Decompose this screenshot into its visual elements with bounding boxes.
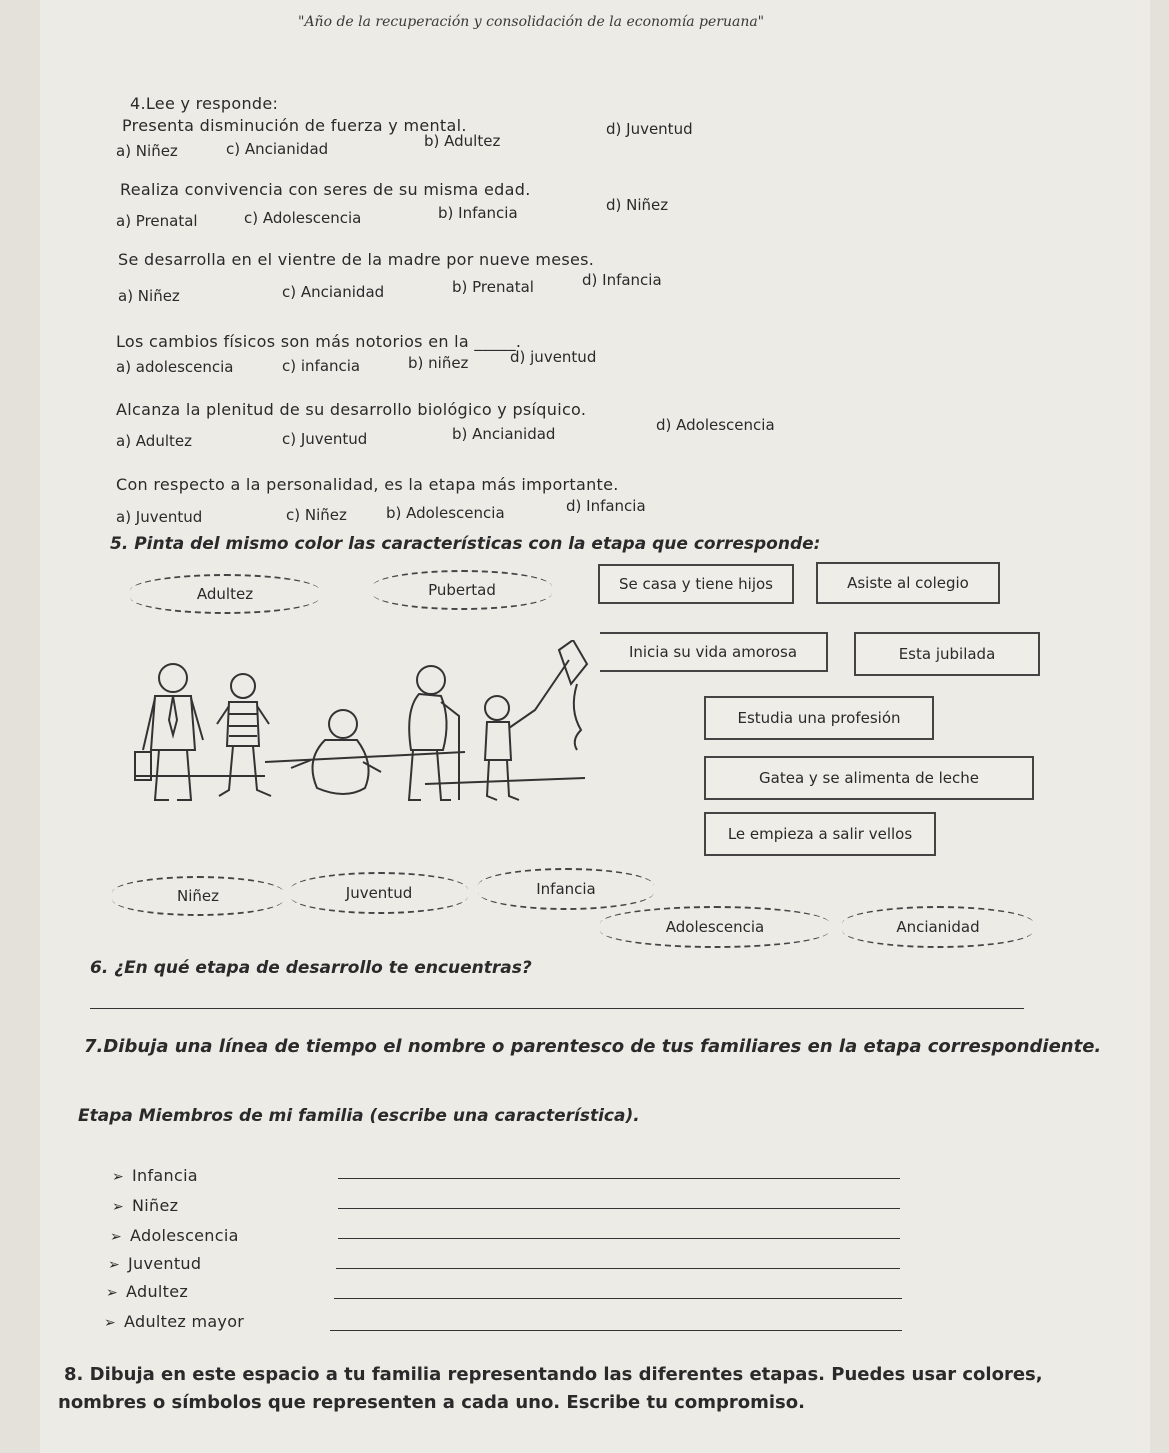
stage-oval-ancianidad[interactable] (842, 906, 1034, 948)
stage-answer-line[interactable] (336, 1268, 900, 1269)
q8-line2: nombres o símbolos que representen a cada uno. Escribe tu compromiso. (58, 1392, 805, 1413)
stage-oval-label: Ancianidad (896, 918, 980, 936)
elderly-man-figure (409, 666, 459, 800)
trait-label: Esta jubilada (898, 645, 996, 663)
stage-answer-line[interactable] (338, 1178, 900, 1179)
stage-item-ninez (112, 1196, 178, 1215)
q6-answer-line[interactable] (90, 1008, 1024, 1009)
trait-label: Le empieza a salir vellos (727, 825, 913, 843)
trait-box-vellos[interactable] (704, 812, 936, 856)
stage-answer-line[interactable] (330, 1330, 902, 1331)
q4-option-a: a) Niñez (116, 142, 178, 160)
q4-option-b: b) Prenatal (452, 278, 534, 296)
stage-label: Juventud (128, 1254, 202, 1273)
life-stages-illustration (125, 640, 605, 815)
baby-figure (265, 710, 465, 794)
stage-oval-label: Pubertad (428, 581, 496, 599)
q4-option-c: c) Ancianidad (282, 283, 385, 301)
q4-option-b: b) Adolescencia (386, 504, 505, 522)
arrow-right-icon: ➢ (110, 1229, 123, 1245)
q4-option-a: a) Niñez (118, 287, 180, 305)
stage-label: Niñez (132, 1196, 179, 1215)
q4-option-a: a) Adultez (116, 432, 192, 450)
q4-item-stem: Alcanza la plenitud de su desarrollo biológico y psíquico. (116, 400, 587, 419)
q4-item-stem: Presenta disminución de fuerza y mental. (122, 116, 467, 135)
stage-answer-line[interactable] (338, 1208, 900, 1209)
q4-item-stem: Realiza convivencia con seres de su misma edad. (120, 180, 531, 199)
q4-item-stem: Se desarrolla en el vientre de la madre por nueve meses. (118, 250, 595, 269)
trait-label: Gatea y se alimenta de leche (759, 769, 979, 787)
q4-option-b: b) niñez (408, 354, 469, 372)
stage-label: Adultez mayor (124, 1312, 245, 1331)
q6-title: 6. ¿En qué etapa de desarrollo te encuentras? (90, 958, 532, 978)
stage-item-adultez-mayor (104, 1312, 244, 1331)
trait-label: Se casa y tiene hijos (619, 575, 773, 593)
q4-option-a: a) adolescencia (116, 358, 234, 376)
trait-label: Inicia su vida amorosa (628, 643, 798, 661)
q4-title: 4.Lee y responde: (130, 94, 279, 113)
arrow-right-icon: ➢ (112, 1199, 125, 1215)
q4-option-d: d) Infancia (582, 271, 662, 289)
stage-oval-label: Adolescencia (665, 918, 765, 936)
trait-label: Asiste al colegio (847, 574, 969, 592)
stage-item-adolescencia (110, 1226, 239, 1245)
stage-label: Infancia (132, 1166, 198, 1185)
q7-title: 7.Dibuja una línea de tiempo el nombre o parentesco de tus familiares en la etapa correspondiente. (84, 1036, 1102, 1057)
stage-oval-adolescencia[interactable] (600, 906, 830, 948)
arrow-right-icon: ➢ (106, 1285, 119, 1301)
stage-oval-label: Juventud (345, 884, 413, 902)
q4-option-a: a) Prenatal (116, 212, 198, 230)
adult-man-figure (135, 664, 203, 800)
trait-box-estudia-profesion[interactable] (704, 696, 934, 740)
q4-option-a: a) Juventud (116, 508, 203, 526)
header-motto: "Año de la recuperación y consolidación de la economía peruana" (298, 14, 765, 30)
stage-item-juventud (108, 1254, 201, 1273)
stage-item-infancia (112, 1166, 198, 1185)
stage-label: Adultez (126, 1282, 189, 1301)
stage-oval-adultez[interactable] (130, 574, 320, 614)
stage-label: Adolescencia (130, 1226, 239, 1245)
q4-option-d: d) Adolescencia (656, 416, 775, 434)
trait-box-asiste-colegio[interactable] (816, 562, 1000, 604)
arrow-right-icon: ➢ (112, 1169, 125, 1185)
arrow-right-icon: ➢ (104, 1315, 117, 1331)
child-figure (217, 674, 271, 796)
q4-option-c: c) Niñez (286, 506, 347, 524)
q5-title: 5. Pinta del mismo color las características con la etapa que corresponde: (110, 534, 821, 554)
q8-line1: 8. Dibuja en este espacio a tu familia representando las diferentes etapas. Puedes usar colores, (64, 1364, 1043, 1385)
trait-label: Estudia una profesión (737, 709, 901, 727)
q4-item-stem: Con respecto a la personalidad, es la etapa más importante. (116, 475, 619, 494)
q4-option-d: d) Infancia (566, 497, 646, 515)
stage-answer-line[interactable] (334, 1298, 902, 1299)
boy-with-kite-figure (485, 640, 587, 800)
q4-option-d: d) Juventud (606, 120, 693, 138)
stage-oval-label: Adultez (196, 585, 254, 603)
q4-option-d: d) juventud (510, 348, 597, 366)
q4-option-b: b) Adultez (424, 132, 501, 150)
arrow-right-icon: ➢ (108, 1257, 121, 1273)
q4-option-c: c) infancia (282, 357, 361, 375)
stage-oval-infancia[interactable] (478, 868, 654, 910)
trait-box-vida-amorosa[interactable] (600, 632, 828, 672)
q4-option-c: c) Adolescencia (244, 209, 362, 227)
stage-item-adultez (106, 1282, 188, 1301)
trait-box-casa-hijos[interactable] (598, 564, 794, 604)
stage-oval-juventud[interactable] (290, 872, 468, 914)
q4-option-c: c) Ancianidad (226, 140, 329, 158)
q4-option-b: b) Infancia (438, 204, 518, 222)
q4-option-d: d) Niñez (606, 196, 669, 214)
q4-item-stem: Los cambios físicos son más notorios en la _____. (116, 332, 522, 351)
trait-box-gatea-leche[interactable] (704, 756, 1034, 800)
stage-oval-ninez[interactable] (112, 876, 284, 916)
stage-answer-line[interactable] (338, 1238, 900, 1239)
q4-option-c: c) Juventud (282, 430, 368, 448)
q7-subtitle: Etapa Miembros de mi familia (escribe una característica). (78, 1106, 640, 1126)
stage-oval-label: Infancia (536, 880, 596, 898)
q4-option-b: b) Ancianidad (452, 425, 556, 443)
trait-box-jubilada[interactable] (854, 632, 1040, 676)
stage-oval-pubertad[interactable] (372, 570, 552, 610)
stage-oval-label: Niñez (177, 887, 219, 905)
